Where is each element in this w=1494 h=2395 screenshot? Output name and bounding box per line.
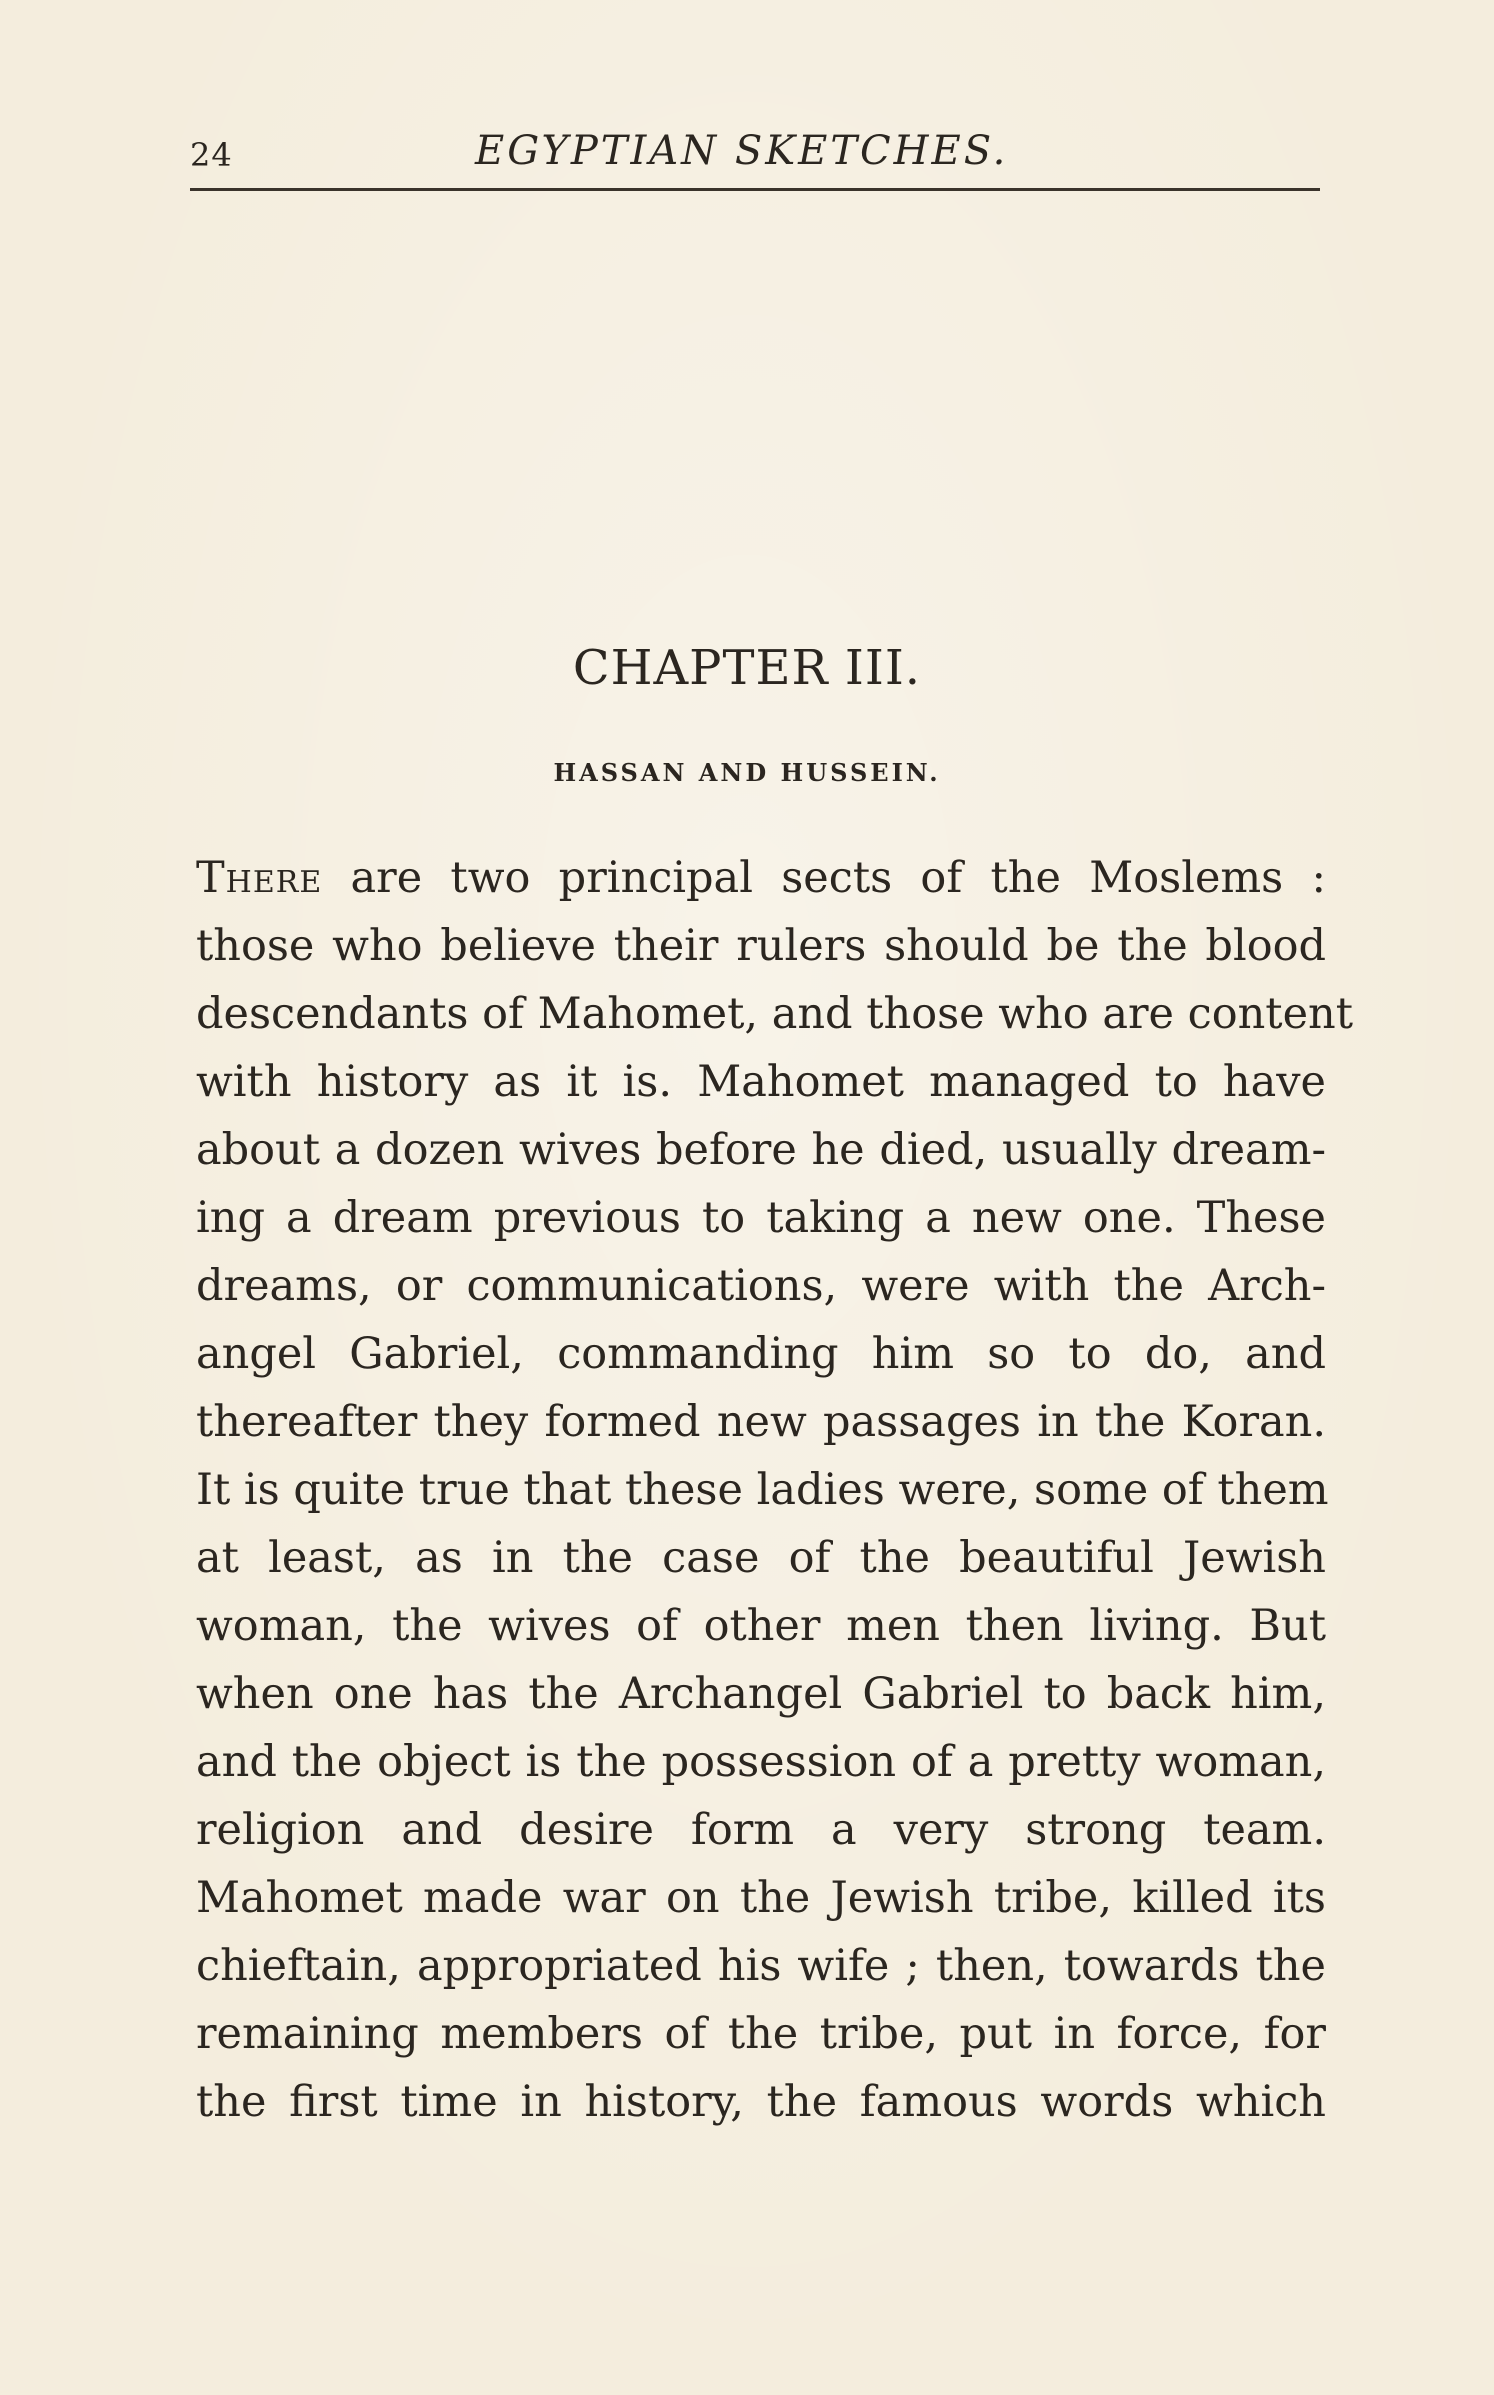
text-line: woman, the wives of other men then living. But [196, 1601, 1326, 1651]
text-line: at least, as in the case of the beautiful Jewish [196, 1533, 1326, 1583]
running-head [190, 128, 1330, 190]
text-line: when one has the Archangel Gabriel to back him, [196, 1669, 1326, 1719]
chapter-subtitle: HASSAN AND HUSSEIN. [553, 758, 941, 787]
text-line: thereafter they formed new passages in the Koran. [196, 1397, 1326, 1447]
text-line: descendants of Mahomet, and those who are content [196, 989, 1353, 1039]
text-line: angel Gabriel, commanding him so to do, and [196, 1329, 1326, 1379]
first-line-rest: are two principal sects of the Moslems : [322, 853, 1326, 903]
text-line: about a dozen wives before he died, usually dream- [196, 1125, 1326, 1175]
text-line [196, 844, 1326, 912]
text-line: the first time in history, the famous words which [196, 2077, 1326, 2127]
text-line: with history as it is. Mahomet managed to have [196, 1057, 1326, 1107]
running-title: EGYPTIAN SKETCHES. [475, 128, 1009, 174]
page-number: 24 [190, 136, 233, 174]
first-word: There [196, 853, 323, 903]
text-line: religion and desire form a very strong team. [196, 1805, 1326, 1855]
body-text [196, 844, 1353, 2136]
text-line: ing a dream previous to taking a new one. These [196, 1193, 1326, 1243]
text-line: Mahomet made war on the Jewish tribe, killed its [196, 1873, 1326, 1923]
text-line: and the object is the possession of a pretty woman, [196, 1737, 1326, 1787]
text-line: remaining members of the tribe, put in force, for [196, 2009, 1326, 2059]
text-line: It is quite true that these ladies were, some of them [196, 1465, 1329, 1515]
header-rule [190, 188, 1320, 191]
text-line: chieftain, appropriated his wife ; then, towards the [196, 1941, 1326, 1991]
text-line: dreams, or communications, were with the Arch- [196, 1261, 1326, 1311]
text-line: those who believe their rulers should be the blood [196, 921, 1326, 971]
chapter-title: CHAPTER III. [572, 640, 922, 696]
